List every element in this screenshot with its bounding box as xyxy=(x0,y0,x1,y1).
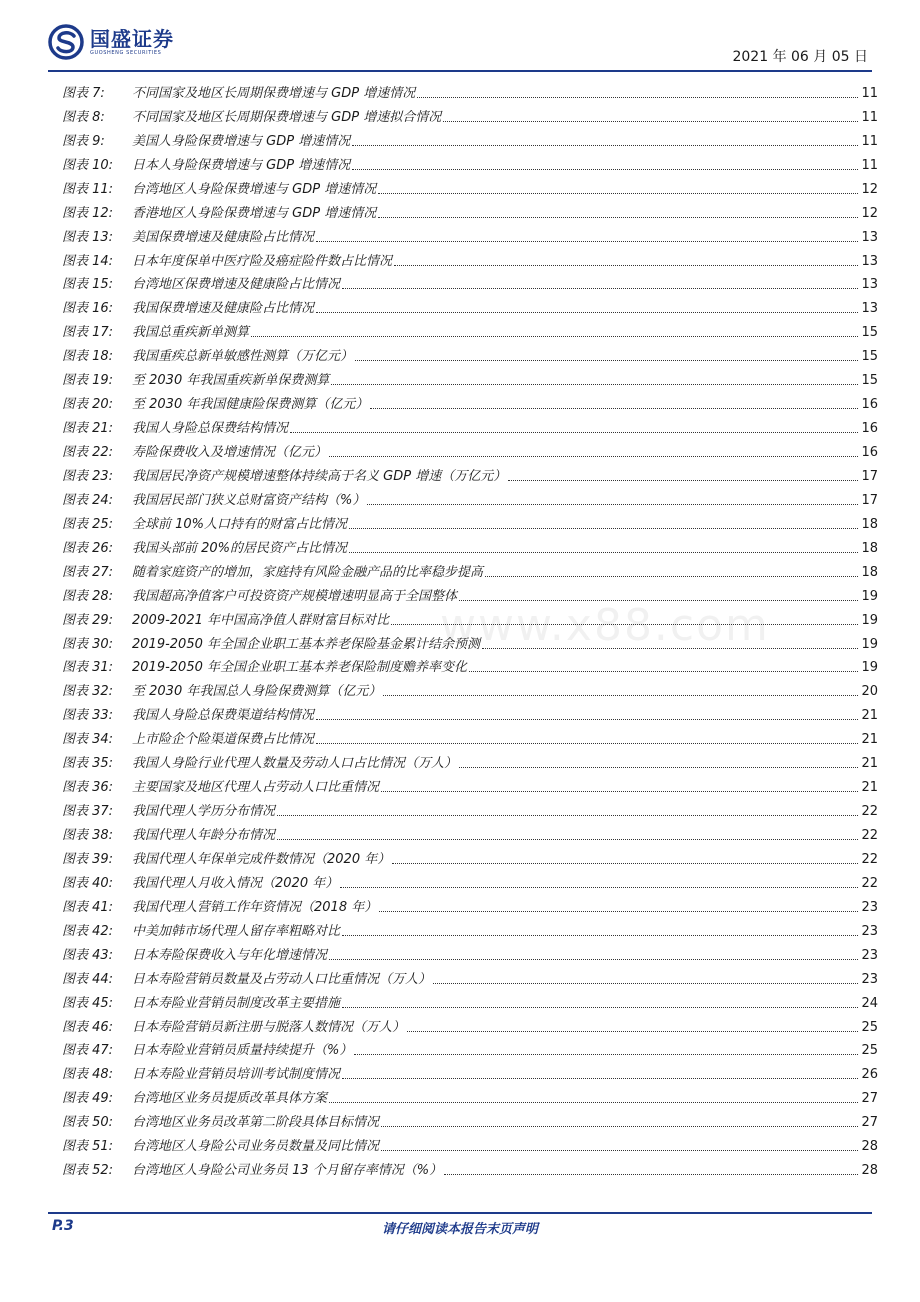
header-divider xyxy=(48,70,872,72)
toc-entry[interactable] xyxy=(62,940,878,964)
figure-page-number: 13 xyxy=(861,277,878,293)
dot-leader xyxy=(329,456,858,457)
dot-leader xyxy=(381,1150,858,1151)
figure-title: 随着家庭资产的增加，家庭持有风险金融产品的比率稳步提高 xyxy=(132,564,484,580)
dot-leader xyxy=(417,97,858,98)
figure-number: 图表 32: xyxy=(62,684,114,700)
dot-leader xyxy=(251,336,858,337)
dot-leader xyxy=(459,767,858,768)
dot-leader xyxy=(349,552,858,553)
dot-leader xyxy=(352,169,858,170)
toc-entry[interactable] xyxy=(62,222,878,246)
toc-entry[interactable] xyxy=(62,150,878,174)
toc-entry[interactable] xyxy=(62,174,878,198)
figure-number: 图表 12: xyxy=(62,205,114,221)
figure-title: 台湾地区人身险公司业务员数量及同比情况 xyxy=(132,1139,380,1155)
figure-title: 2019-2050 年全国企业职工基本养老保险制度赡养率变化 xyxy=(132,660,467,676)
figure-number: 图表 26: xyxy=(62,540,114,556)
toc-entry[interactable] xyxy=(62,796,878,820)
figure-page-number: 16 xyxy=(861,421,878,437)
toc-entry[interactable] xyxy=(62,1107,878,1131)
figure-page-number: 23 xyxy=(861,899,878,915)
toc-entry[interactable] xyxy=(62,1036,878,1060)
figure-number: 图表 14: xyxy=(62,253,114,269)
figure-number: 图表 7: xyxy=(62,85,105,101)
figure-title: 主要国家及地区代理人占劳动人口比重情况 xyxy=(132,780,380,796)
figure-number: 图表 39: xyxy=(62,851,114,867)
figure-title: 我国重疾总新单敏感性测算（万亿元） xyxy=(132,349,354,365)
dot-leader xyxy=(381,1126,858,1127)
figure-title: 香港地区人身险保费增速与 GDP 增速情况 xyxy=(132,205,377,221)
figure-title: 日本寿险营销员新注册与脱落人数情况（万人） xyxy=(132,1019,406,1035)
dot-leader xyxy=(482,648,858,649)
figure-title: 日本寿险保费收入与年化增速情况 xyxy=(132,947,328,963)
dot-leader xyxy=(342,1078,858,1079)
dot-leader xyxy=(329,1102,858,1103)
toc-entry[interactable] xyxy=(62,509,878,533)
figure-number: 图表 43: xyxy=(62,947,114,963)
figure-title: 不同国家及地区长周期保费增速与 GDP 增速情况 xyxy=(132,85,416,101)
dot-leader xyxy=(316,241,858,242)
dot-leader xyxy=(352,145,858,146)
figure-page-number: 23 xyxy=(861,947,878,963)
toc-entry[interactable] xyxy=(62,868,878,892)
toc-entry[interactable] xyxy=(62,892,878,916)
figure-number: 图表 50: xyxy=(62,1115,114,1131)
figure-title: 我国头部前 20%的居民资产占比情况 xyxy=(132,540,348,556)
figure-title: 台湾地区人身险保费增速与 GDP 增速情况 xyxy=(132,181,377,197)
toc-entry[interactable] xyxy=(62,1131,878,1155)
dot-leader xyxy=(277,815,858,816)
figure-number: 图表 18: xyxy=(62,349,114,365)
figure-number: 图表 11: xyxy=(62,181,114,197)
dot-leader xyxy=(370,408,858,409)
figure-number: 图表 25: xyxy=(62,516,114,532)
figure-page-number: 19 xyxy=(861,612,878,628)
figure-title: 我国代理人学历分布情况 xyxy=(132,804,276,820)
figure-title: 我国人身险行业代理人数量及劳动人口占比情况（万人） xyxy=(132,756,458,772)
toc-entry[interactable] xyxy=(62,78,878,102)
figure-number: 图表 52: xyxy=(62,1163,114,1179)
toc-entry[interactable] xyxy=(62,605,878,629)
figure-title: 日本寿险业营销员培训考试制度情况 xyxy=(132,1067,341,1083)
figure-number: 图表 34: xyxy=(62,732,114,748)
toc-entry[interactable] xyxy=(62,1012,878,1036)
figure-page-number: 20 xyxy=(861,684,878,700)
dot-leader xyxy=(342,1007,858,1008)
figure-number: 图表 42: xyxy=(62,923,114,939)
figure-title: 我国超高净值客户可投资资产规模增速明显高于全国整体 xyxy=(132,588,458,604)
figure-page-number: 21 xyxy=(861,732,878,748)
figure-number: 图表 45: xyxy=(62,995,114,1011)
dot-leader xyxy=(407,1031,858,1032)
figure-title: 我国代理人月收入情况（2020 年） xyxy=(132,875,339,891)
figure-page-number: 23 xyxy=(861,923,878,939)
toc-entry[interactable] xyxy=(62,102,878,126)
figure-title: 寿险保费收入及增速情况（亿元） xyxy=(132,445,328,460)
brand-name-en: GUOSHENG SECURITIES xyxy=(90,49,162,56)
dot-leader xyxy=(367,504,858,505)
figure-page-number: 23 xyxy=(861,971,878,987)
figure-title: 日本寿险业营销员制度改革主要措施 xyxy=(132,995,341,1011)
figure-page-number: 22 xyxy=(861,804,878,820)
figure-title: 美国保费增速及健康险占比情况 xyxy=(132,229,315,245)
dot-leader xyxy=(331,384,858,385)
dot-leader xyxy=(378,193,858,194)
figure-page-number: 17 xyxy=(861,468,878,484)
figure-page-number: 18 xyxy=(861,540,878,556)
toc-entry[interactable] xyxy=(62,557,878,581)
figure-page-number: 13 xyxy=(861,229,878,245)
toc-entry[interactable] xyxy=(62,629,878,653)
figure-number: 图表 37: xyxy=(62,804,114,820)
figure-number: 图表 46: xyxy=(62,1019,114,1035)
figure-title: 我国总重疾新单测算 xyxy=(132,325,250,341)
toc-entry[interactable] xyxy=(62,461,878,485)
figure-page-number: 21 xyxy=(861,780,878,796)
figure-number: 图表 35: xyxy=(62,756,114,772)
figure-page-number: 12 xyxy=(861,181,878,197)
figure-number: 图表 36: xyxy=(62,780,114,796)
figure-page-number: 22 xyxy=(861,828,878,843)
figure-title: 日本寿险营销员数量及占劳动人口比重情况（万人） xyxy=(132,971,432,987)
figure-number: 图表 48: xyxy=(62,1067,114,1083)
figure-title: 全球前 10%人口持有的财富占比情况 xyxy=(132,516,348,532)
figure-title: 台湾地区人身险公司业务员 13 个月留存率情况（%） xyxy=(132,1163,443,1179)
figure-title: 我国代理人年龄分布情况 xyxy=(132,828,276,843)
figure-page-number: 19 xyxy=(861,636,878,652)
figure-number: 图表 51: xyxy=(62,1139,114,1155)
figure-number: 图表 15: xyxy=(62,277,114,293)
figure-title: 不同国家及地区长周期保费增速与 GDP 增速拟合情况 xyxy=(132,109,442,125)
figure-title: 我国人身险总保费渠道结构情况 xyxy=(132,708,315,724)
figure-page-number: 24 xyxy=(861,995,878,1011)
dot-leader xyxy=(316,743,858,744)
disclaimer-note: 请仔细阅读本报告末页声明 xyxy=(381,1222,538,1237)
figure-page-number: 11 xyxy=(861,133,878,149)
figure-title: 至 2030 年我国总人身险保费测算（亿元） xyxy=(132,684,382,700)
figure-page-number: 28 xyxy=(861,1163,878,1179)
toc-entry[interactable] xyxy=(62,1155,878,1179)
toc-entry[interactable] xyxy=(62,533,878,557)
dot-leader xyxy=(342,288,858,289)
footer-divider xyxy=(48,1212,872,1214)
figure-title: 台湾地区业务员提质改革具体方案 xyxy=(132,1091,328,1107)
figure-title: 我国代理人营销工作年资情况（2018 年） xyxy=(132,899,378,915)
dot-leader xyxy=(459,600,858,601)
figure-title: 我国保费增速及健康险占比情况 xyxy=(132,301,315,317)
figure-number: 图表 31: xyxy=(62,660,114,676)
figure-page-number: 15 xyxy=(861,325,878,341)
figure-number: 图表 10: xyxy=(62,157,114,173)
figure-number: 图表 16: xyxy=(62,301,114,317)
figure-page-number: 22 xyxy=(861,875,878,891)
dot-leader xyxy=(444,1174,858,1175)
dot-leader xyxy=(433,983,858,984)
toc-entry[interactable] xyxy=(62,389,878,413)
dot-leader xyxy=(349,528,858,529)
figure-number: 图表 8: xyxy=(62,109,105,125)
figure-page-number: 25 xyxy=(861,1043,878,1059)
dot-leader xyxy=(342,935,858,936)
toc-entry[interactable] xyxy=(62,1083,878,1107)
figure-page-number: 18 xyxy=(861,516,878,532)
figure-number: 图表 28: xyxy=(62,588,114,604)
toc-entry[interactable] xyxy=(62,748,878,772)
figure-page-number: 21 xyxy=(861,756,878,772)
dot-leader xyxy=(378,217,858,218)
figure-page-number: 11 xyxy=(861,109,878,125)
figure-number: 图表 22: xyxy=(62,445,114,460)
figure-number: 图表 20: xyxy=(62,397,114,413)
dot-leader xyxy=(340,887,858,888)
dot-leader xyxy=(508,480,858,481)
page-header xyxy=(48,22,872,70)
figure-title: 至 2030 年我国健康险保费测算（亿元） xyxy=(132,397,369,413)
figure-number: 图表 21: xyxy=(62,421,114,437)
figure-page-number: 28 xyxy=(861,1139,878,1155)
figure-page-number: 25 xyxy=(861,1019,878,1035)
toc-entry[interactable] xyxy=(62,653,878,677)
figure-page-number: 22 xyxy=(861,851,878,867)
dot-leader xyxy=(443,121,858,122)
dot-leader xyxy=(329,959,858,960)
toc-entry[interactable] xyxy=(62,820,878,844)
figure-number: 图表 49: xyxy=(62,1091,114,1107)
figure-number: 图表 17: xyxy=(62,325,114,341)
figure-page-number: 12 xyxy=(861,205,878,221)
dot-leader xyxy=(381,791,858,792)
figure-title: 日本人身险保费增速与 GDP 增速情况 xyxy=(132,157,351,173)
dot-leader xyxy=(394,265,858,266)
figure-page-number: 15 xyxy=(861,373,878,389)
figure-title: 台湾地区保费增速及健康险占比情况 xyxy=(132,277,341,293)
dot-leader xyxy=(485,576,858,577)
figure-title: 我国居民部门狭义总财富资产结构（%） xyxy=(132,492,366,508)
toc-entry[interactable] xyxy=(62,198,878,222)
figure-page-number: 16 xyxy=(861,397,878,413)
dot-leader xyxy=(392,863,858,864)
toc-entry[interactable] xyxy=(62,844,878,868)
toc-entry[interactable] xyxy=(62,293,878,317)
figure-title: 美国人身险保费增速与 GDP 增速情况 xyxy=(132,133,351,149)
figure-list xyxy=(62,78,878,1179)
toc-entry[interactable] xyxy=(62,916,878,940)
toc-entry[interactable] xyxy=(62,246,878,270)
dot-leader xyxy=(379,911,858,912)
toc-entry[interactable] xyxy=(62,317,878,341)
toc-entry[interactable] xyxy=(62,581,878,605)
figure-number: 图表 44: xyxy=(62,971,114,987)
figure-title: 日本寿险业营销员质量持续提升（%） xyxy=(132,1043,353,1059)
toc-entry[interactable] xyxy=(62,676,878,700)
figure-number: 图表 24: xyxy=(62,492,114,508)
figure-page-number: 11 xyxy=(861,157,878,173)
figure-page-number: 13 xyxy=(861,253,878,269)
toc-entry[interactable] xyxy=(62,988,878,1012)
report-date: 2021 年 06 月 05 日 xyxy=(732,49,868,65)
page-number: P.3 xyxy=(52,1218,74,1234)
figure-title: 我国人身险总保费结构情况 xyxy=(132,421,289,437)
toc-entry[interactable] xyxy=(62,270,878,294)
figure-page-number: 11 xyxy=(861,85,878,101)
figure-page-number: 26 xyxy=(861,1067,878,1083)
toc-entry[interactable] xyxy=(62,724,878,748)
dot-leader xyxy=(391,624,858,625)
dot-leader xyxy=(354,1054,858,1055)
toc-entry[interactable] xyxy=(62,1059,878,1083)
figure-number: 图表 41: xyxy=(62,899,114,915)
figure-title: 我国代理人年保单完成件数情况（2020 年） xyxy=(132,851,391,867)
dot-leader xyxy=(277,839,858,840)
guosheng-logo-icon xyxy=(48,24,84,60)
toc-entry[interactable] xyxy=(62,485,878,509)
figure-page-number: 13 xyxy=(861,301,878,317)
figure-number: 图表 47: xyxy=(62,1043,114,1059)
dot-leader xyxy=(469,671,858,672)
figure-number: 图表 27: xyxy=(62,564,114,580)
figure-page-number: 15 xyxy=(861,349,878,365)
figure-title: 我国居民净资产规模增速整体持续高于名义 GDP 增速（万亿元） xyxy=(132,468,507,484)
watermark: www.x88.com xyxy=(440,600,770,651)
figure-number: 图表 33: xyxy=(62,708,114,724)
toc-entry[interactable] xyxy=(62,437,878,461)
dot-leader xyxy=(383,695,858,696)
figure-page-number: 21 xyxy=(861,708,878,724)
dot-leader xyxy=(316,312,858,313)
figure-page-number: 18 xyxy=(861,564,878,580)
figure-page-number: 27 xyxy=(861,1091,878,1107)
figure-number: 图表 9: xyxy=(62,133,105,149)
figure-page-number: 27 xyxy=(861,1115,878,1131)
brand-name: 国盛证券 xyxy=(90,26,174,51)
figure-number: 图表 19: xyxy=(62,373,114,389)
figure-page-number: 16 xyxy=(861,445,878,460)
figure-number: 图表 23: xyxy=(62,468,114,484)
figure-number: 图表 13: xyxy=(62,229,114,245)
toc-entry[interactable] xyxy=(62,700,878,724)
figure-page-number: 17 xyxy=(861,492,878,508)
figure-number: 图表 29: xyxy=(62,612,114,628)
toc-entry[interactable] xyxy=(62,413,878,437)
toc-entry[interactable] xyxy=(62,341,878,365)
figure-number: 图表 40: xyxy=(62,875,114,891)
figure-title: 上市险企个险渠道保费占比情况 xyxy=(132,732,315,748)
brand-logo xyxy=(48,24,174,60)
dot-leader xyxy=(355,360,858,361)
figure-page-number: 19 xyxy=(861,660,878,676)
toc-entry[interactable] xyxy=(62,126,878,150)
figure-number: 图表 30: xyxy=(62,636,114,652)
dot-leader xyxy=(316,719,858,720)
figure-title: 2019-2050 年全国企业职工基本养老保险基金累计结余预测 xyxy=(132,636,480,652)
figure-number: 图表 38: xyxy=(62,828,114,843)
toc-entry[interactable] xyxy=(62,365,878,389)
figure-page-number: 19 xyxy=(861,588,878,604)
dot-leader xyxy=(290,432,858,433)
figure-title: 台湾地区业务员改革第二阶段具体目标情况 xyxy=(132,1115,380,1131)
toc-entry[interactable] xyxy=(62,964,878,988)
toc-entry[interactable] xyxy=(62,772,878,796)
figure-title: 2009-2021 年中国高净值人群财富目标对比 xyxy=(132,612,389,628)
figure-title: 中美加韩市场代理人留存率粗略对比 xyxy=(132,923,341,939)
figure-title: 日本年度保单中医疗险及癌症险件数占比情况 xyxy=(132,253,393,269)
figure-title: 至 2030 年我国重疾新单保费测算 xyxy=(132,373,330,389)
